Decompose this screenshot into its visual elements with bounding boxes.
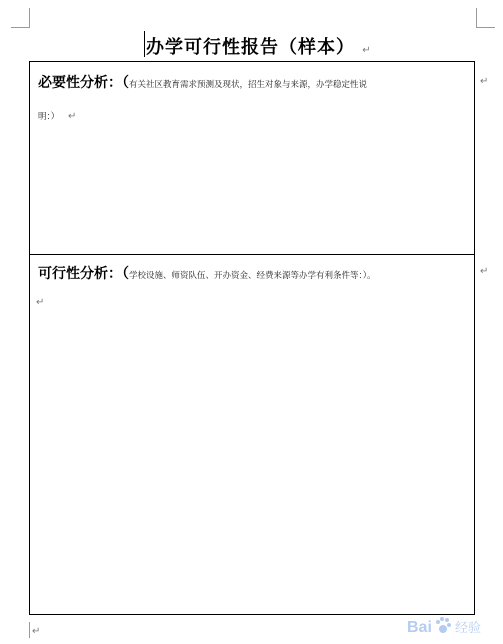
necessity-analysis-cell[interactable] bbox=[30, 62, 474, 255]
crop-mark-top-right-horizontal bbox=[476, 27, 495, 28]
empty-paragraph: ↵ bbox=[36, 297, 45, 308]
document-title-text: 办学可行性报告（样本） bbox=[146, 37, 355, 58]
paw-icon bbox=[436, 617, 451, 633]
necessity-analysis-note-line2: 明：） bbox=[38, 112, 60, 122]
necessity-analysis-header bbox=[38, 72, 367, 92]
svg-text:经验: 经验 bbox=[455, 621, 482, 636]
crop-mark-top-left-horizontal bbox=[11, 27, 30, 28]
crop-mark-bottom-left-vertical bbox=[29, 622, 30, 638]
row-end-mark: ↵ bbox=[480, 76, 489, 87]
paragraph-mark: ↵ bbox=[362, 45, 372, 56]
paragraph-mark: ↵ bbox=[67, 111, 77, 122]
feasibility-analysis-cell[interactable] bbox=[30, 255, 474, 614]
svg-text:Bai: Bai bbox=[407, 619, 432, 636]
trailing-paragraph-mark: ↵ bbox=[32, 626, 41, 637]
document-title[interactable] bbox=[146, 33, 372, 59]
necessity-analysis-heading: 必要性分析：（ bbox=[38, 75, 129, 91]
necessity-analysis-note: 有关社区教育需求预测及现状，招生对象与来源，办学稳定性说 bbox=[129, 80, 368, 90]
row-end-mark: ↵ bbox=[480, 266, 489, 277]
text-cursor bbox=[144, 31, 145, 57]
crop-mark-top-left-vertical bbox=[29, 8, 30, 28]
feasibility-analysis-note: 学校设施、师资队伍、开办资金、经费来源等办学有利条件等：）。 bbox=[129, 271, 376, 281]
feasibility-analysis-heading: 可行性分析：（ bbox=[38, 266, 129, 282]
watermark-logo bbox=[405, 612, 497, 640]
necessity-analysis-note-continued bbox=[38, 110, 76, 122]
feasibility-analysis-header bbox=[38, 263, 376, 283]
report-table bbox=[29, 61, 475, 615]
crop-mark-top-right-vertical bbox=[476, 8, 477, 28]
